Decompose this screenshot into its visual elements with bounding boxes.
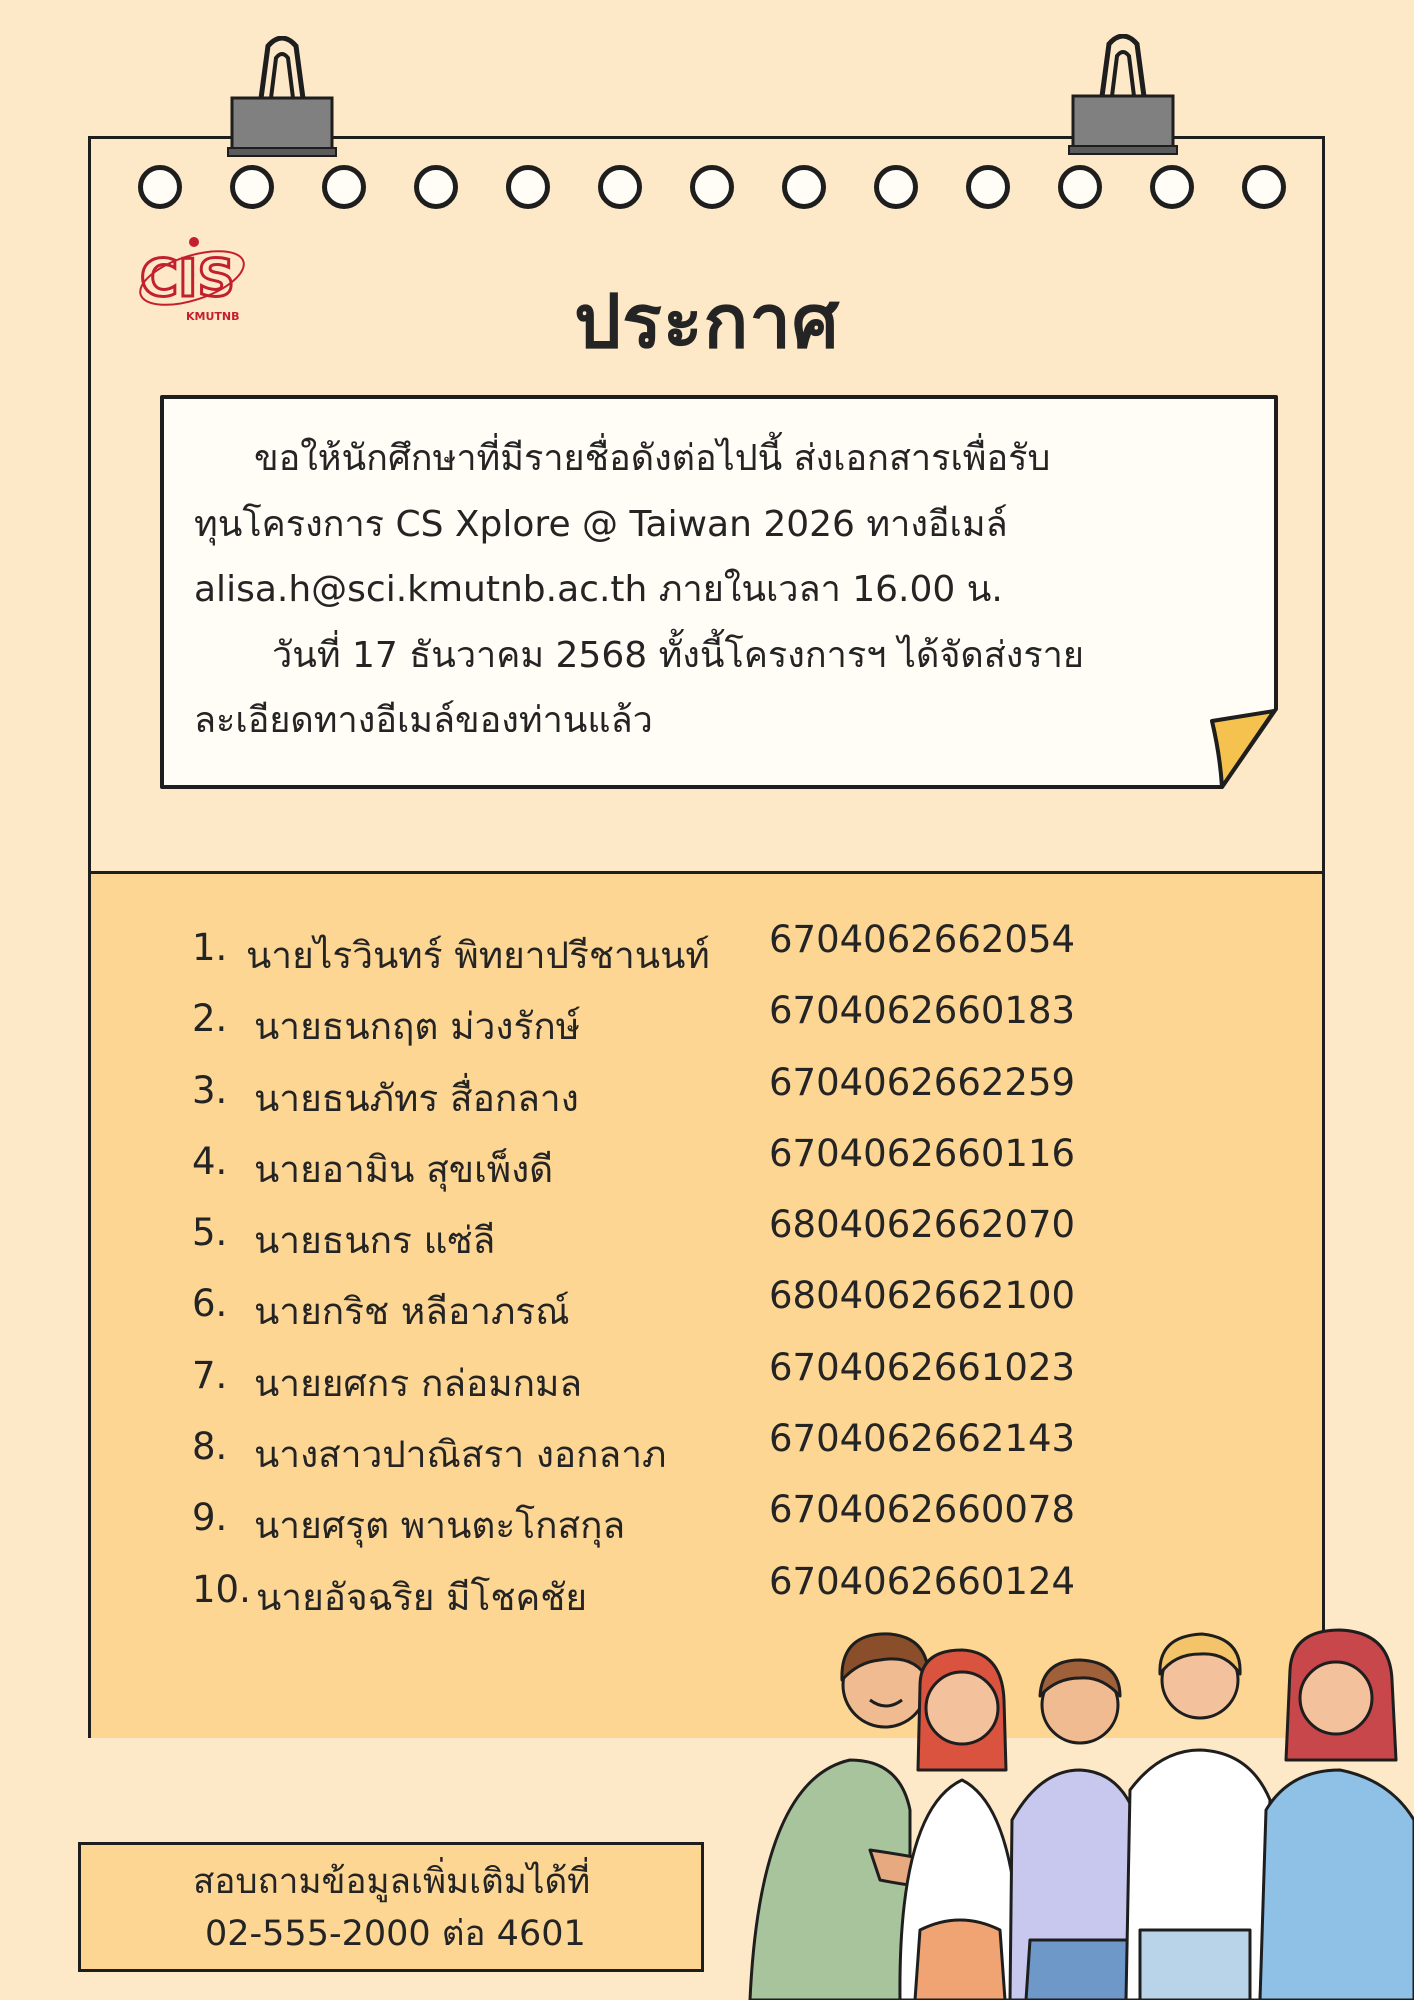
notice-line: ละเอียดทางอีเมล์ของท่านแล้ว <box>194 700 653 741</box>
list-item <box>192 1346 1152 1417</box>
item-number: 6. <box>192 1282 228 1326</box>
item-number: 5. <box>192 1211 228 1255</box>
notice-line: ทุนโครงการ CS Xplore @ Taiwan 2026 ทางอีเมล์ <box>194 503 1008 545</box>
student-list <box>192 918 1152 1631</box>
list-item <box>192 1203 1152 1274</box>
ring-icon <box>1150 165 1194 209</box>
student-name: นายธนกฤต ม่วงรักษ์ <box>254 1005 581 1049</box>
item-number: 2. <box>192 997 228 1041</box>
page-title: ประกาศ <box>574 279 840 365</box>
list-item <box>192 1132 1152 1203</box>
student-id: 6704062660124 <box>769 1559 1076 1603</box>
student-id: 6704062660078 <box>769 1488 1076 1532</box>
student-name: นายยศกร กล่อมกมล <box>254 1361 583 1405</box>
list-item <box>192 918 1152 989</box>
student-name: นางสาวปาณิสรา งอกลาภ <box>254 1433 667 1477</box>
list-item <box>192 989 1152 1060</box>
item-number: 8. <box>192 1425 228 1469</box>
ring-icon <box>874 165 918 209</box>
student-name: นายศรุต พานตะโกสกุล <box>254 1504 626 1548</box>
student-name: นายกริช หลีอาภรณ์ <box>254 1290 570 1334</box>
binder-clip-icon <box>1063 34 1183 164</box>
ring-icon <box>966 165 1010 209</box>
binder-clip-icon <box>222 36 342 166</box>
ring-icon <box>322 165 366 209</box>
student-id: 6704062660116 <box>769 1131 1076 1175</box>
ring-icon <box>598 165 642 209</box>
contact-phone: 02-555-2000 ต่อ 4601 <box>205 1914 586 1954</box>
ring-icon <box>690 165 734 209</box>
notice-line: alisa.h@sci.kmutnb.ac.th ภายในเวลา 16.00 น. <box>194 569 1003 610</box>
item-number: 1. <box>192 926 228 969</box>
student-name: นายธนกร แซ่ลี <box>254 1219 496 1263</box>
students-group-illustration <box>730 1610 1414 2000</box>
student-id: 6804062662070 <box>769 1203 1076 1247</box>
item-number: 10. <box>192 1567 251 1611</box>
student-name: นายไรวินทร์ พิทยาปรีชานนท์ <box>246 934 710 977</box>
contact-label: สอบถามข้อมูลเพิ่มเติมได้ที่ <box>193 1862 591 1902</box>
item-number: 9. <box>192 1496 228 1540</box>
student-id: 6704062662259 <box>769 1060 1076 1104</box>
item-number: 4. <box>192 1139 228 1183</box>
student-name: นายธนภัทร สื่อกลาง <box>254 1076 579 1120</box>
ring-icon <box>506 165 550 209</box>
list-item <box>192 1488 1152 1559</box>
ring-icon <box>1242 165 1286 209</box>
notice-line: วันที่ 17 ธันวาคม 2568 ทั้งนี้โครงการฯ ได้จัดส่งราย <box>272 634 1084 676</box>
notice-text <box>194 426 1224 754</box>
student-id: 6804062662100 <box>769 1274 1076 1318</box>
item-number: 3. <box>192 1068 228 1112</box>
student-id: 6704062661023 <box>769 1345 1076 1389</box>
student-name: นายอามิน สุขเพ็งดี <box>254 1147 554 1191</box>
contact-box <box>78 1842 704 1972</box>
list-item <box>192 1061 1152 1132</box>
list-item <box>192 1417 1152 1488</box>
notice-line: ขอให้นักศึกษาที่มีรายชื่อดังต่อไปนี้ ส่งเอกสารเพื่อรับ <box>254 438 1051 479</box>
ring-icon <box>138 165 182 209</box>
item-number: 7. <box>192 1353 228 1397</box>
logo-text: CIS <box>140 249 235 309</box>
ring-icon <box>782 165 826 209</box>
logo-subtext: KMUTNB <box>186 310 240 323</box>
ring-icon <box>414 165 458 209</box>
ring-icon <box>1058 165 1102 209</box>
list-item <box>192 1274 1152 1345</box>
student-id: 6704062662054 <box>769 918 1076 961</box>
student-id: 6704062660183 <box>769 989 1076 1033</box>
student-name: นายอัจฉริย มีโชคชัย <box>256 1575 588 1619</box>
student-id: 6704062662143 <box>769 1417 1076 1461</box>
ring-icon <box>230 165 274 209</box>
